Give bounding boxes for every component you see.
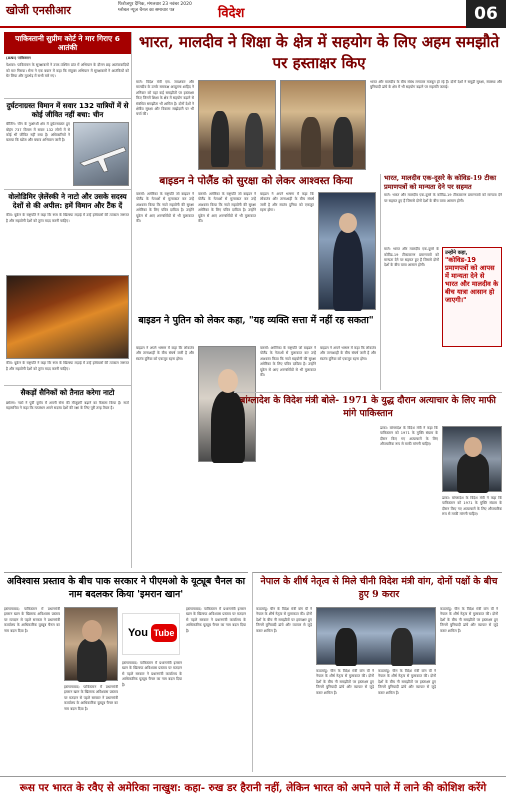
date-line-1: फिरोजपुर दैनिक, मंगलवार 23 नवंबर 2020 (118, 2, 192, 7)
biden-body (136, 192, 376, 312)
lead-area (136, 80, 502, 172)
page-number: 06 (466, 0, 506, 28)
left-story-1-body: पेशावर: पाकिस्तान के सुरक्षाबलों ने उत्तर-पश्चिम प्रांत में अभियान के दौरान छह आतंकवादियों को मार गिराया। सेना ने एक बयान में कहा कि संयुक्त अभियान में सुरक्षाबलों ने आतंकियों को घेर लिया और मुठभेड़ में सभी मारे गए। (6, 63, 129, 79)
covid-story-cont: माले: भारत और मालदीव एक-दूसरे के कोविड-19 टीकाकरण प्रमाणपत्रों को मान्यता देने पर सहमत हुए हैं जिससे दोनों देशों के बीच यात्रा आसान होगी। (384, 247, 439, 268)
left-story-2: बीजिंग: चीन के गुआंग्शी क्षेत्र में दुर्घटनाग्रस्त हुए बोइंग 737 विमान में सवार 132 लोगों में से कोई भी जीवित नहीं बचा है। अधिकारियों ने बताया कि खोज और बचाव अभियान जारी है। (6, 122, 70, 143)
putin-headline-block (136, 314, 376, 344)
section-title: विदेश (218, 6, 245, 21)
biden-story-col-2: वारसॉ: अमेरिका के राष्ट्रपति जो बाइडन ने पोलैंड के नेताओं से मुलाकात कर उन्हें आश्वस्त किया कि नाटो सहयोगी की सुरक्षा अमेरिका के लिए पवित्र दायित्व है। उन्होंने यूक्रेन से आए शरणार्थियों से भी मुलाकात की। (198, 192, 256, 224)
biden-headline: बाइडन ने पोलैंड को सुरक्षा को लेकर आश्वस्त किया (159, 175, 353, 187)
biden-headline-block (136, 174, 376, 190)
left-headline-4: सैकड़ों सैनिकों को तैनात करेगा नाटो (20, 388, 115, 398)
left-column (4, 32, 132, 568)
covid-quote: "कोविड-19 प्रमाणपत्रों को आपस में मान्यता देने से भारत और मालदीव के बीच यात्रा आसान हो जाएगी।" (445, 256, 499, 305)
covid-quote-box (442, 247, 502, 347)
imran-story-col-3: इस्लामाबाद: पाकिस्तान में प्रधानमंत्री इमरान खान के खिलाफ अविश्वास प्रस्ताव पर मतदान से पहले सरकार ने प्रधानमंत्री कार्यालय के आधिकारिक यूट्यूब चैनल का नाम बदल दिया है। (122, 661, 182, 687)
left-story-1 (6, 56, 129, 96)
covid-story: माले: भारत और मालदीव एक-दूसरे के कोविड-19 टीकाकरण प्रमाणपत्रों को मान्यता देने पर सहमत हुए हैं जिससे दोनों देशों के बीच यात्रा आसान होगी। (384, 193, 502, 203)
bangladesh-headline: बांग्लादेश के विदेश मंत्री बोले- 1971 के युद्ध दौरान अत्याचार के लिए माफी मांगे पाकिस्तान (240, 395, 496, 419)
imran-story-col-4: इस्लामाबाद: पाकिस्तान में प्रधानमंत्री इमरान खान के खिलाफ अविश्वास प्रस्ताव पर मतदान से पहले सरकार ने प्रधानमंत्री कार्यालय के आधिकारिक यूट्यूब चैनल का नाम बदल दिया है। (186, 607, 246, 633)
left-banner-headline: पाकिस्तानी सुप्रीम कोर्ट ने मार गिराए 6 आतंकी (4, 32, 131, 54)
bangladesh-minister-photo (442, 426, 502, 492)
covid-headline: भारत, मालदीव एक-दूसरे के कोविड-19 टीका प्रमाणपत्रों को मान्यता देने पर सहमत (384, 174, 497, 191)
biden-story-col-3: बाइडन ने अपने भाषण में कहा कि लोकतंत्र और तानाशाही के बीच संघर्ष जारी है और स्वतंत्र दुनिया को एकजुट रहना होगा। (260, 192, 314, 213)
biden-story-col-1: वारसॉ: अमेरिका के राष्ट्रपति जो बाइडन ने पोलैंड के नेताओं से मुलाकात कर उन्हें आश्वस्त किया कि नाटो सहयोगी की सुरक्षा अमेरिका के लिए पवित्र दायित्व है। उन्होंने यूक्रेन से आए शरणार्थियों से भी मुलाकात की। (136, 192, 194, 224)
left-story-1-dateline: (ANI) पाकिस्तान (6, 56, 31, 60)
date-line-2: ग्लोबल न्यूज़ चैनल का समाचार पत्र (118, 8, 175, 13)
biden-photo (318, 192, 376, 310)
airplane-icon (74, 123, 130, 187)
covid-block (380, 174, 502, 390)
bangladesh-story-col-1: ढाका: बांग्लादेश के विदेश मंत्री ने कहा कि पाकिस्तान को 1971 के मुक्ति संग्राम के दौरान किए गए अत्याचारों के लिए औपचारिक रूप से माफी मांगनी चाहिए। (380, 426, 438, 447)
left-headline-3: वोलोडिमिर ज़ेलेंस्की ने नाटो और उसके सदस्य देशों से की अपील: हमें विमान और टैंक दें (8, 192, 127, 210)
lead-signing-photo (280, 80, 366, 170)
bangladesh-body (380, 426, 502, 566)
imran-block (4, 572, 248, 772)
imran-story-col-1: इस्लामाबाद: पाकिस्तान में प्रधानमंत्री इमरान खान के खिलाफ अविश्वास प्रस्ताव पर मतदान से पहले सरकार ने प्रधानमंत्री कार्यालय के आधिकारिक यूट्यूब चैनल का नाम बदल दिया है। (4, 607, 60, 633)
imran-headline: अविश्वास प्रस्ताव के बीच पाक सरकार ने पीएमओ के यूट्यूब चैनल का नाम बदलकर किया 'इमरान खान' (6, 576, 246, 600)
putin-story-col-1: बाइडन ने अपने भाषण में कहा कि लोकतंत्र और तानाशाही के बीच संघर्ष जारी है और स्वतंत्र दुनिया को एकजुट रहना होगा। (136, 346, 194, 361)
nepal-block (252, 572, 502, 772)
covid-quote-label: उन्होंने कहा, (445, 250, 468, 257)
left-story-4: ब्रसेल्स: नाटो ने पूर्वी यूरोप में अपनी सेना की मौजूदगी बढ़ाने का फैसला किया है। नाटो महासचिव ने कहा कि गठबंधन अपने सदस्य देशों की रक्षा के लिए पूरी तरह तैयार है। (6, 400, 129, 411)
lead-headline: भारत, मालदीव ने शिक्षा के क्षेत्र में सहयोग के लिए अहम समझौते पर हस्ताक्षर किए (138, 33, 500, 72)
bangladesh-story-col-2: ढाका: बांग्लादेश के विदेश मंत्री ने कहा कि पाकिस्तान को 1971 के मुक्ति संग्राम के दौरान किए गए अत्याचारों के लिए औपचारिक रूप से माफी मांगनी चाहिए। (442, 496, 502, 517)
date-line (118, 2, 192, 14)
nepal-story-col-4: काठमांडू: चीन के विदेश मंत्री वांग यी ने नेपाल के शीर्ष नेतृत्व से मुलाकात की। दोनों देशों के बीच नौ समझौतों पर हस्ताक्षर हुए जिनमें बुनियादी ढांचे और व्यापार से जुड़े करार शामिल हैं। (440, 607, 498, 633)
putin-story-col-3: बाइडन ने अपने भाषण में कहा कि लोकतंत्र और तानाशाही के बीच संघर्ष जारी है और स्वतंत्र दुनिया को एकजुट रहना होगा। (320, 346, 376, 361)
imran-story-col-2: इस्लामाबाद: पाकिस्तान में प्रधानमंत्री इमरान खान के खिलाफ अविश्वास प्रस्ताव पर मतदान से पहले सरकार ने प्रधानमंत्री कार्यालय के आधिकारिक यूट्यूब चैनल का नाम बदल दिया है। (64, 685, 118, 711)
lead-meeting-photo (198, 80, 276, 170)
imran-photo (64, 607, 118, 681)
newspaper-logo: खोजी एनसीआर (6, 4, 71, 17)
putin-headline: बाइडन ने पुतिन को लेकर कहा, "यह व्यक्ति सत्ता में नहीं रह सकता" (138, 315, 374, 326)
fire-photo (6, 275, 129, 359)
left-story-3: कीव: यूक्रेन के राष्ट्रपति ने कहा कि रूस के खिलाफ लड़ाई में उन्हें हथियारों की तत्काल जरूरत है और सहयोगी देशों को तुरंत मदद करनी चाहिए। (6, 213, 129, 223)
lead-side-story: भारत और मालदीव के बीच संबंध लगातार मजबूत हो रहे हैं। दोनों देशों ने समुद्री सुरक्षा, स्वास्थ्य और बुनियादी ढांचे के क्षेत्र में भी सहयोग बढ़ाने पर सहमति जताई। (370, 80, 502, 90)
masthead (0, 0, 506, 28)
nepal-headline: नेपाल के शीर्ष नेतृत्व से मिले चीनी विदेश मंत्री वांग, दोनों पक्षों के बीच हुए 9 करार (260, 576, 498, 600)
nepal-story-col-2: काठमांडू: चीन के विदेश मंत्री वांग यी ने नेपाल के शीर्ष नेतृत्व से मुलाकात की। दोनों देशों के बीच नौ समझौतों पर हस्ताक्षर हुए जिनमें बुनियादी ढांचे और व्यापार से जुड़े करार शामिल हैं। (316, 669, 374, 695)
nepal-story-col-1: काठमांडू: चीन के विदेश मंत्री वांग यी ने नेपाल के शीर्ष नेतृत्व से मुलाकात की। दोनों देशों के बीच नौ समझौतों पर हस्ताक्षर हुए जिनमें बुनियादी ढांचे और व्यापार से जुड़े करार शामिल हैं। (256, 607, 312, 633)
putin-story-col-2: वारसॉ: अमेरिका के राष्ट्रपति जो बाइडन ने पोलैंड के नेताओं से मुलाकात कर उन्हें आश्वस्त किया कि नाटो सहयोगी की सुरक्षा अमेरिका के लिए पवित्र दायित्व है। उन्होंने यूक्रेन से आए शरणार्थियों से भी मुलाकात की। (260, 346, 316, 378)
youtube-logo (122, 613, 180, 655)
youtube-logo-tube: Tube (151, 624, 177, 642)
left-headline-2: दुर्घटनाग्रस्त विमान में सवार 132 यात्रियों में से कोई जीवित नहीं बचा: चीन (6, 101, 129, 119)
nepal-story-col-3: काठमांडू: चीन के विदेश मंत्री वांग यी ने नेपाल के शीर्ष नेतृत्व से मुलाकात की। दोनों देशों के बीच नौ समझौतों पर हस्ताक्षर हुए जिनमें बुनियादी ढांचे और व्यापार से जुड़े करार शामिल हैं। (378, 669, 436, 695)
youtube-logo-you: You (128, 627, 148, 639)
plane-photo (73, 122, 129, 186)
bottom-headline: रूस पर भारत के रवैए से अमेरिका नाखुश: कहा- रुख डर हैरानी नहीं, लेकिन भारत को अपने पाले में लाने की कोशिश करेंगे (19, 782, 487, 794)
bottom-headline-band (0, 776, 506, 800)
nepal-meeting-photo (316, 607, 436, 665)
left-photo-caption: कीव: यूक्रेन के राष्ट्रपति ने कहा कि रूस के खिलाफ लड़ाई में उन्हें हथियारों की तत्काल जरूरत है और सहयोगी देशों को तुरंत मदद करनी चाहिए। (6, 361, 129, 371)
lead-story-col-1: माले: विदेश मंत्री एस. जयशंकर और मालदीव के उनके समकक्ष अब्दुल्ला शाहिद ने शनिवार को यहां कई समझौतों पर हस्ताक्षर किए जिनमें शिक्षा के क्षेत्र में सहयोग बढ़ाने से संबंधित समझौता भी शामिल है। दोनों देशों ने क्षेत्रीय सुरक्षा और विकास साझेदारी पर भी चर्चा की। (136, 80, 194, 117)
